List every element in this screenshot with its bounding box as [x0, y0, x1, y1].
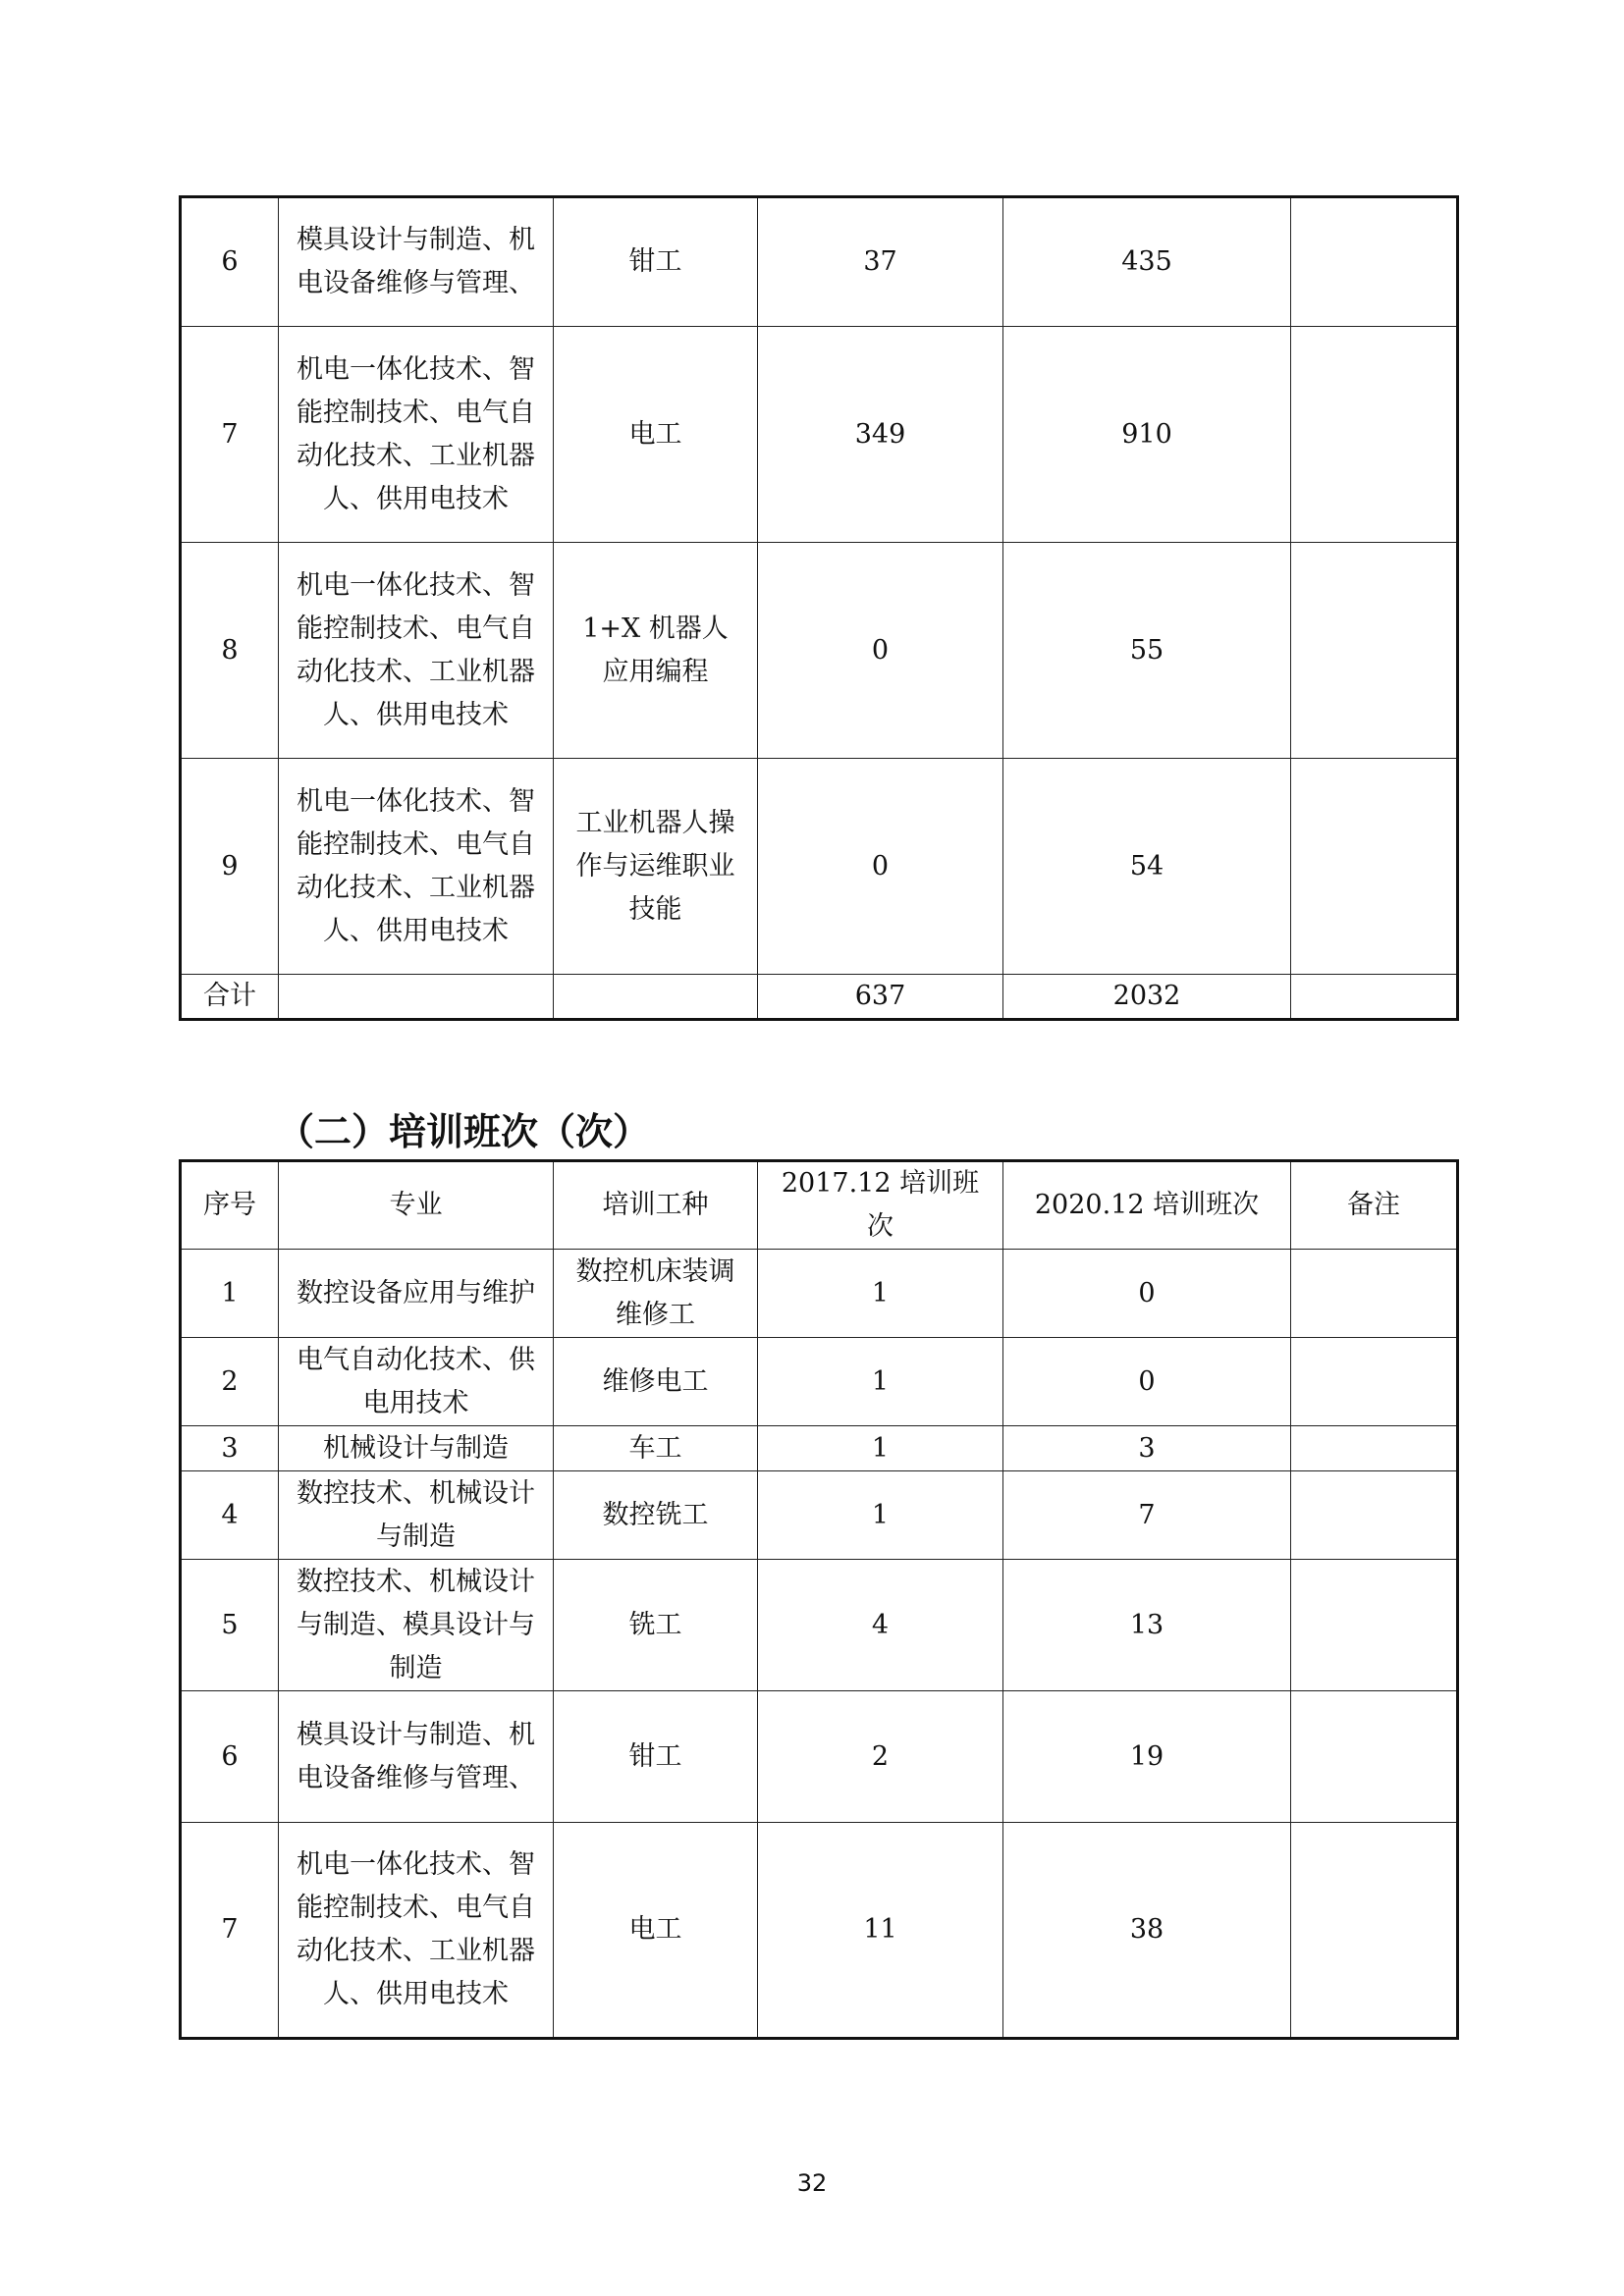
- value-2020-cell: 38: [1003, 1823, 1291, 2039]
- row-number: 7: [181, 1823, 279, 2039]
- row-number: 6: [181, 1691, 279, 1823]
- header-no: 序号: [181, 1161, 279, 1250]
- value-2017-cell: 4: [758, 1560, 1003, 1691]
- row-number: 2: [181, 1338, 279, 1426]
- total-2017-cell: 637: [758, 975, 1003, 1020]
- trade-cell: 数控机床装调维修工: [554, 1250, 758, 1338]
- note-cell: [1291, 543, 1458, 759]
- value-2017-cell: 2: [758, 1691, 1003, 1823]
- value-2017-cell: 1: [758, 1426, 1003, 1471]
- row-number: 5: [181, 1560, 279, 1691]
- note-cell: [1291, 1691, 1458, 1823]
- value-2017-cell: 11: [758, 1823, 1003, 2039]
- value-2017-cell: 37: [758, 197, 1003, 327]
- table-row: [181, 1560, 1458, 1691]
- value-2020-cell: 0: [1003, 1338, 1291, 1426]
- value-2017-cell: 0: [758, 543, 1003, 759]
- row-number: 1: [181, 1250, 279, 1338]
- trade-cell: 铣工: [554, 1560, 758, 1691]
- table-row: [181, 327, 1458, 543]
- note-cell: [1291, 197, 1458, 327]
- note-cell: [1291, 759, 1458, 975]
- major-cell: 机电一体化技术、智能控制技术、电气自动化技术、工业机器人、供用电技术: [279, 1823, 554, 2039]
- value-2020-cell: 3: [1003, 1426, 1291, 1471]
- major-cell: 电气自动化技术、供电用技术: [279, 1338, 554, 1426]
- total-2020-cell: 2032: [1003, 975, 1291, 1020]
- note-cell: [1291, 1823, 1458, 2039]
- header-major: 专业: [279, 1161, 554, 1250]
- trainee-count-table: [179, 195, 1459, 1021]
- section-title: （二）培训班次（次）: [277, 1110, 651, 1153]
- note-cell: [1291, 1560, 1458, 1691]
- trade-cell: 数控铣工: [554, 1471, 758, 1560]
- major-cell: 数控技术、机械设计与制造: [279, 1471, 554, 1560]
- row-number: 4: [181, 1471, 279, 1560]
- table-row: [181, 1426, 1458, 1471]
- trade-cell: 钳工: [554, 197, 758, 327]
- table-row: [181, 1471, 1458, 1560]
- major-cell: [279, 975, 554, 1020]
- table-row: [181, 1823, 1458, 2039]
- table-row: [181, 1250, 1458, 1338]
- major-cell: 机电一体化技术、智能控制技术、电气自动化技术、工业机器人、供用电技术: [279, 543, 554, 759]
- page-number: 32: [796, 2169, 828, 2197]
- trade-cell: 1+X 机器人应用编程: [554, 543, 758, 759]
- header-trade: 培训工种: [554, 1161, 758, 1250]
- major-cell: 机械设计与制造: [279, 1426, 554, 1471]
- value-2020-cell: 54: [1003, 759, 1291, 975]
- value-2017-cell: 1: [758, 1338, 1003, 1426]
- training-class-table: [179, 1159, 1459, 2040]
- major-cell: 机电一体化技术、智能控制技术、电气自动化技术、工业机器人、供用电技术: [279, 327, 554, 543]
- row-number: 6: [181, 197, 279, 327]
- value-2020-cell: 0: [1003, 1250, 1291, 1338]
- trade-cell: 工业机器人操作与运维职业技能: [554, 759, 758, 975]
- header-row: [181, 1161, 1458, 1250]
- value-2017-cell: 349: [758, 327, 1003, 543]
- value-2020-cell: 19: [1003, 1691, 1291, 1823]
- row-number: 8: [181, 543, 279, 759]
- row-number: 7: [181, 327, 279, 543]
- major-cell: 机电一体化技术、智能控制技术、电气自动化技术、工业机器人、供用电技术: [279, 759, 554, 975]
- value-2020-cell: 55: [1003, 543, 1291, 759]
- header-2020: 2020.12 培训班次: [1003, 1161, 1291, 1250]
- row-number: 9: [181, 759, 279, 975]
- value-2017-cell: 1: [758, 1250, 1003, 1338]
- note-cell: [1291, 1338, 1458, 1426]
- note-cell: [1291, 1471, 1458, 1560]
- major-cell: 模具设计与制造、机电设备维修与管理、: [279, 197, 554, 327]
- table-row: [181, 543, 1458, 759]
- header-note: 备注: [1291, 1161, 1458, 1250]
- trade-cell: 电工: [554, 1823, 758, 2039]
- trade-cell: 电工: [554, 327, 758, 543]
- note-cell: [1291, 327, 1458, 543]
- major-cell: 数控设备应用与维护: [279, 1250, 554, 1338]
- note-cell: [1291, 1426, 1458, 1471]
- note-cell: [1291, 1250, 1458, 1338]
- table-row: [181, 1338, 1458, 1426]
- total-row: [181, 975, 1458, 1020]
- value-2020-cell: 435: [1003, 197, 1291, 327]
- value-2017-cell: 1: [758, 1471, 1003, 1560]
- trade-cell: 维修电工: [554, 1338, 758, 1426]
- table-row: [181, 759, 1458, 975]
- trade-cell: 钳工: [554, 1691, 758, 1823]
- header-2017: 2017.12 培训班次: [758, 1161, 1003, 1250]
- trade-cell: 车工: [554, 1426, 758, 1471]
- table-row: [181, 197, 1458, 327]
- note-cell: [1291, 975, 1458, 1020]
- row-number: 3: [181, 1426, 279, 1471]
- major-cell: 数控技术、机械设计与制造、模具设计与制造: [279, 1560, 554, 1691]
- table-row: [181, 1691, 1458, 1823]
- value-2020-cell: 910: [1003, 327, 1291, 543]
- value-2020-cell: 7: [1003, 1471, 1291, 1560]
- value-2020-cell: 13: [1003, 1560, 1291, 1691]
- total-label: 合计: [181, 975, 279, 1020]
- major-cell: 模具设计与制造、机电设备维修与管理、: [279, 1691, 554, 1823]
- trade-cell: [554, 975, 758, 1020]
- value-2017-cell: 0: [758, 759, 1003, 975]
